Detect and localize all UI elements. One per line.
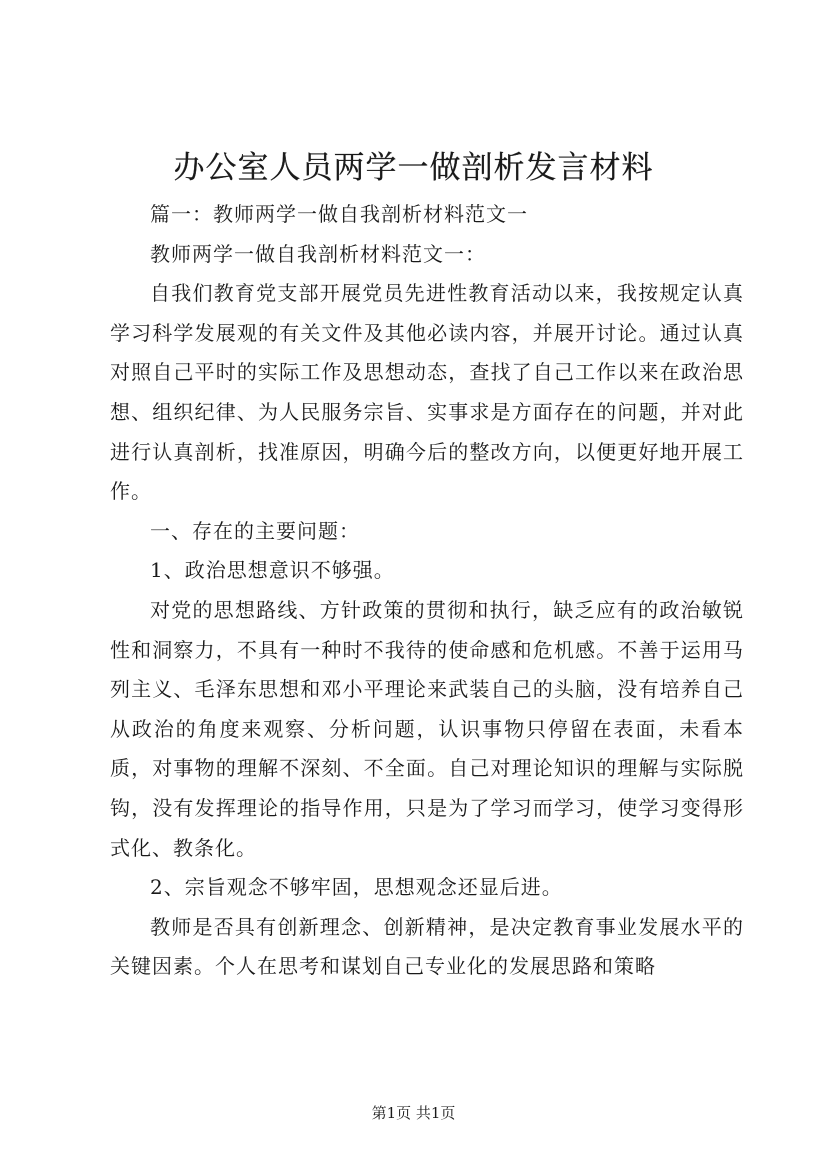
paragraph-innovation: 教师是否具有创新理念、创新精神，是决定教育事业发展水平的关键因素。个人在思考和谋划自己专业化的发展思路和策略 bbox=[110, 914, 744, 979]
subheading-political-awareness: 1、政治思想意识不够强。 bbox=[150, 558, 395, 583]
paragraph-heading: 教师两学一做自我剖析材料范文一： bbox=[150, 241, 486, 266]
section-heading-main-problems: 一、存在的主要问题： bbox=[150, 518, 360, 543]
page-footer: 第1页 共1页 bbox=[371, 1104, 456, 1122]
subheading-purpose-concept: 2、宗旨观念不够牢固，思想观念还显后进。 bbox=[150, 875, 563, 900]
document-title: 办公室人员两学一做剖析发言材料 bbox=[173, 150, 654, 186]
paragraph-intro: 自我们教育党支部开展党员先进性教育活动以来，我按规定认真学习科学发展观的有关文件及其他必读内容，并展开讨论。通过认真对照自己平时的实际工作及思想动态，查找了自己工作以来在政治思想、组织纪律、为人民服务宗旨、实事求是方面存在的问题，并对此进行认真剖析，找准原因，明确今后的整改方向，以便更好地开展工作。 bbox=[110, 281, 744, 504]
document-body bbox=[110, 195, 744, 987]
paragraph-subtitle: 篇一：教师两学一做自我剖析材料范文一 bbox=[150, 202, 528, 226]
paragraph-political-awareness: 对党的思想路线、方针政策的贯彻和执行，缺乏应有的政治敏锐性和洞察力，不具有一种时不我待的使命感和危机感。不善于运用马列主义、毛泽东思想和邓小平理论来武装自己的头脑，没有培养自己从政治的角度来观察、分析问题，认识事物只停留在表面，未看本质，对事物的理解不深刻、不全面。自己对理论知识的理解与实际脱钩，没有发挥理论的指导作用，只是为了学习而学习，使学习变得形式化、教条化。 bbox=[110, 597, 744, 860]
